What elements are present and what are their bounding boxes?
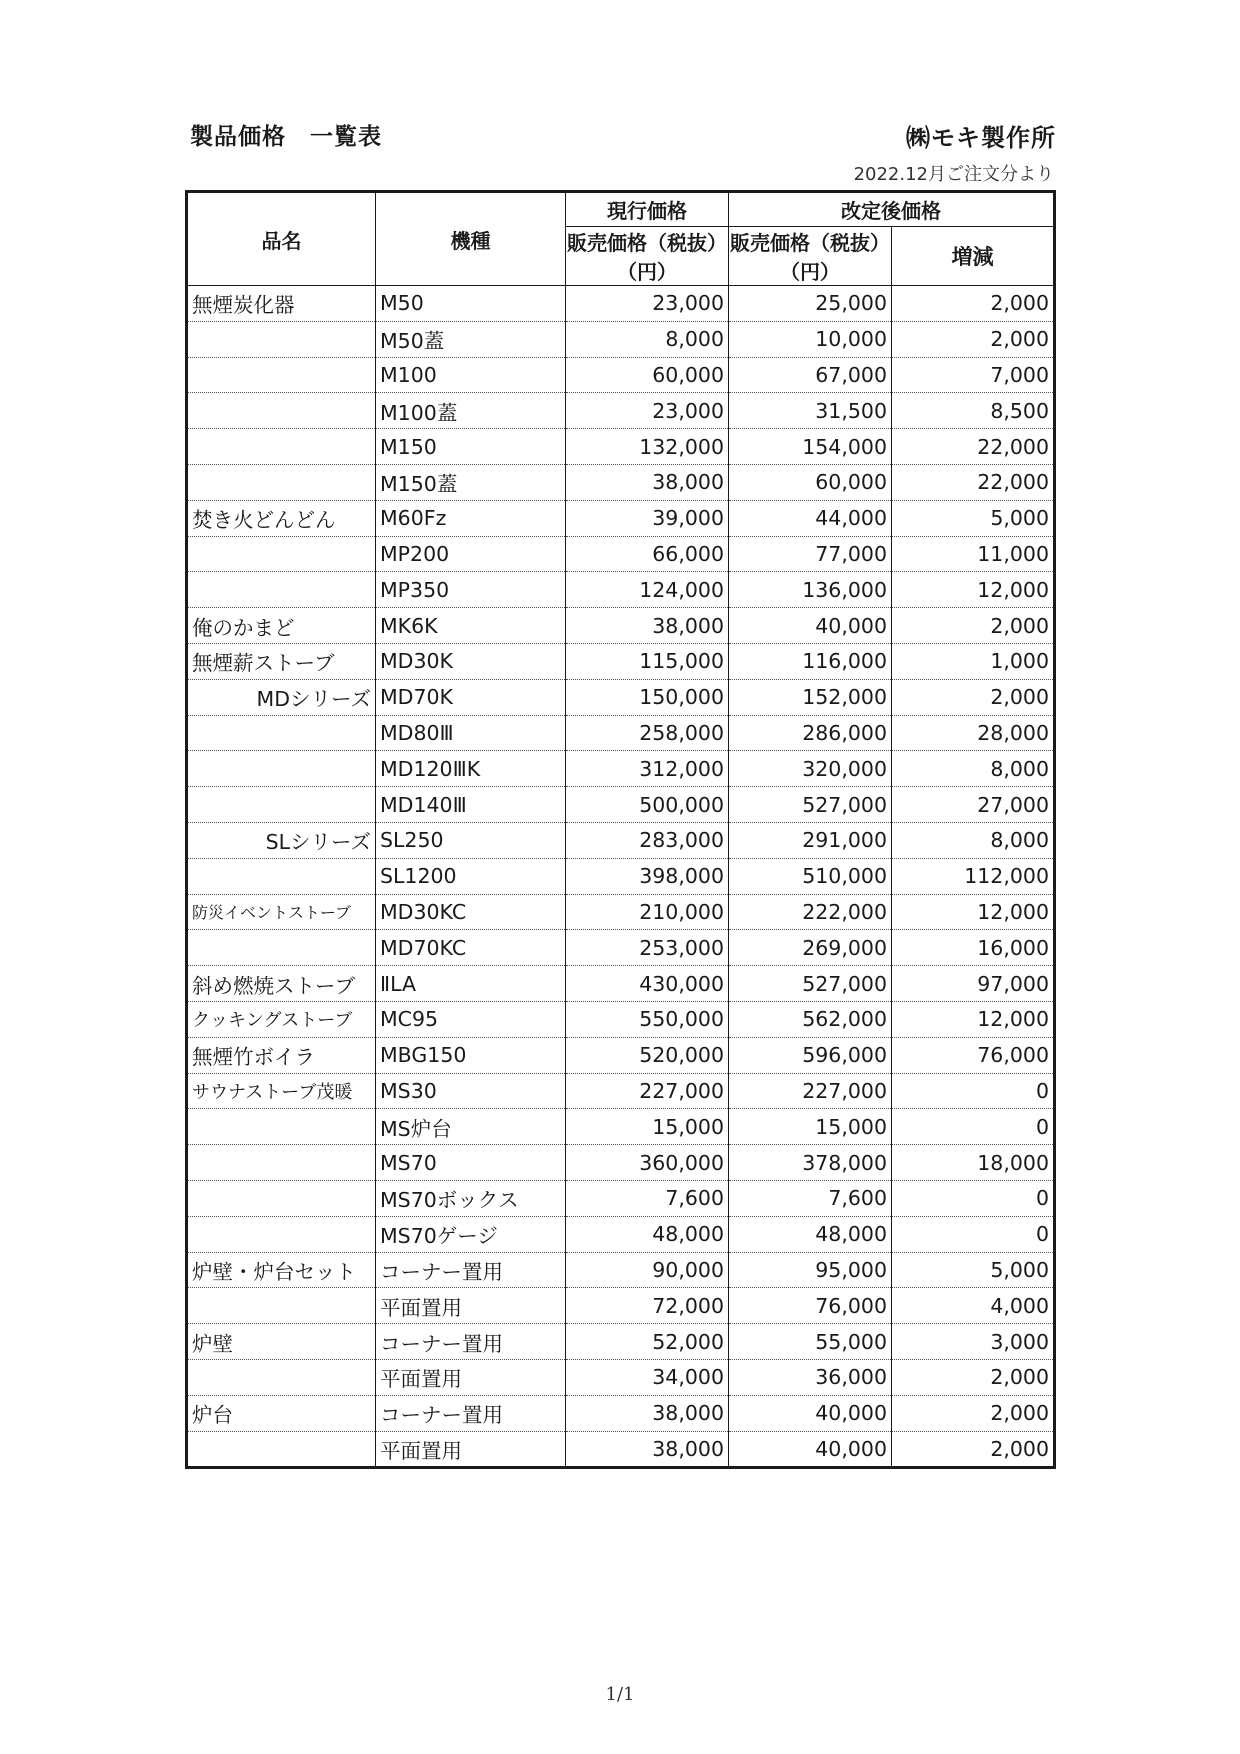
product-name-cell <box>187 429 376 465</box>
table-row <box>187 1395 1055 1431</box>
revised-price-cell: 527,000 <box>729 966 892 1002</box>
difference-cell: 22,000 <box>892 464 1055 500</box>
model-cell: MD80Ⅲ <box>376 715 566 751</box>
product-name-cell: 焚き火どんどん <box>187 500 376 536</box>
difference-cell: 0 <box>892 1216 1055 1252</box>
table-row <box>187 1431 1055 1468</box>
table-row <box>187 286 1055 322</box>
revised-price-cell: 44,000 <box>729 500 892 536</box>
table-row <box>187 643 1055 679</box>
revised-price-cell: 55,000 <box>729 1324 892 1360</box>
product-name-cell: 無煙炭化器 <box>187 286 376 322</box>
price-table <box>185 190 1056 1469</box>
current-price-cell: 90,000 <box>566 1252 729 1288</box>
revised-price-cell: 378,000 <box>729 1145 892 1181</box>
current-price-cell: 34,000 <box>566 1359 729 1395</box>
model-cell: M50 <box>376 286 566 322</box>
current-price-cell: 227,000 <box>566 1073 729 1109</box>
model-cell: MS70ゲージ <box>376 1216 566 1252</box>
table-row <box>187 572 1055 608</box>
revised-price-cell: 25,000 <box>729 286 892 322</box>
current-price-cell: 23,000 <box>566 286 729 322</box>
table-row <box>187 966 1055 1002</box>
difference-cell: 22,000 <box>892 429 1055 465</box>
model-cell: MS炉台 <box>376 1109 566 1145</box>
difference-cell: 8,000 <box>892 751 1055 787</box>
product-name-cell <box>187 858 376 894</box>
revised-price-cell: 31,500 <box>729 393 892 429</box>
current-price-cell: 8,000 <box>566 321 729 357</box>
header-difference: 増減 <box>892 227 1055 286</box>
header-product-name: 品名 <box>187 192 376 286</box>
revised-price-cell: 116,000 <box>729 643 892 679</box>
revised-price-cell: 152,000 <box>729 679 892 715</box>
difference-cell: 2,000 <box>892 286 1055 322</box>
page-number: 1/1 <box>605 1684 635 1705</box>
difference-cell: 0 <box>892 1180 1055 1216</box>
model-cell: コーナー置用 <box>376 1324 566 1360</box>
revised-price-cell: 36,000 <box>729 1359 892 1395</box>
table-row <box>187 751 1055 787</box>
difference-cell: 3,000 <box>892 1324 1055 1360</box>
current-price-cell: 253,000 <box>566 930 729 966</box>
current-price-cell: 360,000 <box>566 1145 729 1181</box>
model-cell: MS70ボックス <box>376 1180 566 1216</box>
current-price-cell: 15,000 <box>566 1109 729 1145</box>
header-current-subtitle: 販売価格（税抜）（円） <box>566 227 729 286</box>
difference-cell: 97,000 <box>892 966 1055 1002</box>
current-price-cell: 520,000 <box>566 1037 729 1073</box>
revised-price-cell: 222,000 <box>729 894 892 930</box>
difference-cell: 2,000 <box>892 1359 1055 1395</box>
model-cell: MD120ⅢK <box>376 751 566 787</box>
current-price-cell: 550,000 <box>566 1001 729 1037</box>
revised-price-cell: 67,000 <box>729 357 892 393</box>
model-cell: M100蓋 <box>376 393 566 429</box>
current-price-cell: 38,000 <box>566 1395 729 1431</box>
model-cell: MC95 <box>376 1001 566 1037</box>
product-name-cell <box>187 572 376 608</box>
difference-cell: 8,500 <box>892 393 1055 429</box>
table-row <box>187 393 1055 429</box>
model-cell: ⅡLA <box>376 966 566 1002</box>
model-cell: M50蓋 <box>376 321 566 357</box>
product-name-cell: クッキングストーブ <box>187 1001 376 1037</box>
revised-price-cell: 77,000 <box>729 536 892 572</box>
product-name-cell: 炉壁 <box>187 1324 376 1360</box>
product-name-cell <box>187 787 376 823</box>
current-price-cell: 258,000 <box>566 715 729 751</box>
header-model: 機種 <box>376 192 566 286</box>
current-price-cell: 500,000 <box>566 787 729 823</box>
revised-price-cell: 40,000 <box>729 1395 892 1431</box>
current-price-cell: 72,000 <box>566 1288 729 1324</box>
revised-price-cell: 136,000 <box>729 572 892 608</box>
difference-cell: 2,000 <box>892 608 1055 644</box>
table-row <box>187 1073 1055 1109</box>
revised-price-cell: 291,000 <box>729 822 892 858</box>
current-price-cell: 39,000 <box>566 500 729 536</box>
model-cell: M100 <box>376 357 566 393</box>
header-revised-subtitle: 販売価格（税抜）（円） <box>729 227 892 286</box>
difference-cell: 2,000 <box>892 321 1055 357</box>
difference-cell: 2,000 <box>892 679 1055 715</box>
revised-price-cell: 7,600 <box>729 1180 892 1216</box>
revised-price-cell: 286,000 <box>729 715 892 751</box>
revised-price-cell: 40,000 <box>729 608 892 644</box>
model-cell: M150 <box>376 429 566 465</box>
product-name-cell: 防災イベントストーブ <box>187 894 376 930</box>
table-row <box>187 1109 1055 1145</box>
table-row <box>187 1037 1055 1073</box>
model-cell: MP200 <box>376 536 566 572</box>
current-price-cell: 312,000 <box>566 751 729 787</box>
product-name-cell: 斜め燃焼ストーブ <box>187 966 376 1002</box>
revised-price-cell: 320,000 <box>729 751 892 787</box>
difference-cell: 0 <box>892 1073 1055 1109</box>
current-price-cell: 38,000 <box>566 464 729 500</box>
current-price-cell: 210,000 <box>566 894 729 930</box>
product-name-cell <box>187 751 376 787</box>
difference-cell: 5,000 <box>892 500 1055 536</box>
model-cell: コーナー置用 <box>376 1395 566 1431</box>
difference-cell: 27,000 <box>892 787 1055 823</box>
current-price-cell: 7,600 <box>566 1180 729 1216</box>
table-row <box>187 464 1055 500</box>
difference-cell: 16,000 <box>892 930 1055 966</box>
table-row <box>187 1216 1055 1252</box>
table-row <box>187 429 1055 465</box>
difference-cell: 8,000 <box>892 822 1055 858</box>
difference-cell: 7,000 <box>892 357 1055 393</box>
current-price-cell: 132,000 <box>566 429 729 465</box>
product-name-cell: 炉壁・炉台セット <box>187 1252 376 1288</box>
revised-price-cell: 40,000 <box>729 1431 892 1468</box>
table-row <box>187 1324 1055 1360</box>
product-name-cell: MDシリーズ <box>187 679 376 715</box>
revised-price-cell: 60,000 <box>729 464 892 500</box>
current-price-cell: 150,000 <box>566 679 729 715</box>
table-row <box>187 536 1055 572</box>
current-price-cell: 52,000 <box>566 1324 729 1360</box>
current-price-cell: 38,000 <box>566 1431 729 1468</box>
page-title: 製品価格 一覧表 <box>190 124 382 150</box>
product-name-cell <box>187 536 376 572</box>
difference-cell: 28,000 <box>892 715 1055 751</box>
current-price-cell: 66,000 <box>566 536 729 572</box>
product-name-cell <box>187 715 376 751</box>
difference-cell: 112,000 <box>892 858 1055 894</box>
table-row <box>187 500 1055 536</box>
model-cell: SL1200 <box>376 858 566 894</box>
model-cell: M60Fz <box>376 500 566 536</box>
model-cell: MD70K <box>376 679 566 715</box>
difference-cell: 2,000 <box>892 1431 1055 1468</box>
product-name-cell <box>187 357 376 393</box>
difference-cell: 0 <box>892 1109 1055 1145</box>
current-price-cell: 23,000 <box>566 393 729 429</box>
model-cell: MD140Ⅲ <box>376 787 566 823</box>
product-name-cell <box>187 1216 376 1252</box>
table-row <box>187 1145 1055 1181</box>
product-name-cell: 無煙竹ボイラ <box>187 1037 376 1073</box>
product-name-cell: 炉台 <box>187 1395 376 1431</box>
revised-price-cell: 10,000 <box>729 321 892 357</box>
revised-price-cell: 227,000 <box>729 1073 892 1109</box>
difference-cell: 12,000 <box>892 1001 1055 1037</box>
header-revised-price: 改定後価格 <box>729 192 1055 227</box>
revised-price-cell: 154,000 <box>729 429 892 465</box>
header-current-price: 現行価格 <box>566 192 729 227</box>
revised-price-cell: 596,000 <box>729 1037 892 1073</box>
table-row <box>187 930 1055 966</box>
model-cell: 平面置用 <box>376 1359 566 1395</box>
model-cell: MP350 <box>376 572 566 608</box>
product-name-cell <box>187 1145 376 1181</box>
table-row <box>187 1001 1055 1037</box>
model-cell: コーナー置用 <box>376 1252 566 1288</box>
revised-price-cell: 95,000 <box>729 1252 892 1288</box>
product-name-cell <box>187 1180 376 1216</box>
current-price-cell: 430,000 <box>566 966 729 1002</box>
company-name: ㈱モキ製作所 <box>906 124 1056 152</box>
current-price-cell: 283,000 <box>566 822 729 858</box>
difference-cell: 76,000 <box>892 1037 1055 1073</box>
difference-cell: 12,000 <box>892 572 1055 608</box>
table-row <box>187 1180 1055 1216</box>
revised-price-cell: 562,000 <box>729 1001 892 1037</box>
current-price-cell: 124,000 <box>566 572 729 608</box>
table-row <box>187 715 1055 751</box>
product-name-cell: 無煙薪ストーブ <box>187 643 376 679</box>
difference-cell: 2,000 <box>892 1395 1055 1431</box>
current-price-cell: 398,000 <box>566 858 729 894</box>
product-name-cell <box>187 930 376 966</box>
product-name-cell <box>187 321 376 357</box>
model-cell: 平面置用 <box>376 1431 566 1468</box>
model-cell: SL250 <box>376 822 566 858</box>
revised-price-cell: 76,000 <box>729 1288 892 1324</box>
model-cell: 平面置用 <box>376 1288 566 1324</box>
table-row <box>187 608 1055 644</box>
product-name-cell <box>187 464 376 500</box>
current-price-cell: 38,000 <box>566 608 729 644</box>
product-name-cell <box>187 1431 376 1468</box>
table-row <box>187 1288 1055 1324</box>
model-cell: MS30 <box>376 1073 566 1109</box>
product-name-cell: サウナストーブ茂暖 <box>187 1073 376 1109</box>
table-row <box>187 321 1055 357</box>
difference-cell: 1,000 <box>892 643 1055 679</box>
table-row <box>187 1359 1055 1395</box>
product-name-cell <box>187 393 376 429</box>
table-row <box>187 894 1055 930</box>
model-cell: MD70KC <box>376 930 566 966</box>
model-cell: MBG150 <box>376 1037 566 1073</box>
model-cell: MS70 <box>376 1145 566 1181</box>
revised-price-cell: 527,000 <box>729 787 892 823</box>
effective-date-note: 2022.12月ご注文分より <box>853 164 1054 185</box>
difference-cell: 5,000 <box>892 1252 1055 1288</box>
table-row <box>187 1252 1055 1288</box>
difference-cell: 4,000 <box>892 1288 1055 1324</box>
revised-price-cell: 510,000 <box>729 858 892 894</box>
model-cell: MD30K <box>376 643 566 679</box>
table-row <box>187 787 1055 823</box>
price-table-body <box>187 286 1055 1468</box>
current-price-cell: 60,000 <box>566 357 729 393</box>
model-cell: M150蓋 <box>376 464 566 500</box>
revised-price-cell: 48,000 <box>729 1216 892 1252</box>
product-name-cell <box>187 1109 376 1145</box>
table-row <box>187 822 1055 858</box>
table-row <box>187 679 1055 715</box>
revised-price-cell: 15,000 <box>729 1109 892 1145</box>
difference-cell: 18,000 <box>892 1145 1055 1181</box>
difference-cell: 11,000 <box>892 536 1055 572</box>
model-cell: MD30KC <box>376 894 566 930</box>
product-name-cell <box>187 1288 376 1324</box>
table-row <box>187 858 1055 894</box>
product-name-cell: 俺のかまど <box>187 608 376 644</box>
model-cell: MK6K <box>376 608 566 644</box>
current-price-cell: 48,000 <box>566 1216 729 1252</box>
product-name-cell <box>187 1359 376 1395</box>
difference-cell: 12,000 <box>892 894 1055 930</box>
product-name-cell: SLシリーズ <box>187 822 376 858</box>
table-row <box>187 357 1055 393</box>
revised-price-cell: 269,000 <box>729 930 892 966</box>
current-price-cell: 115,000 <box>566 643 729 679</box>
